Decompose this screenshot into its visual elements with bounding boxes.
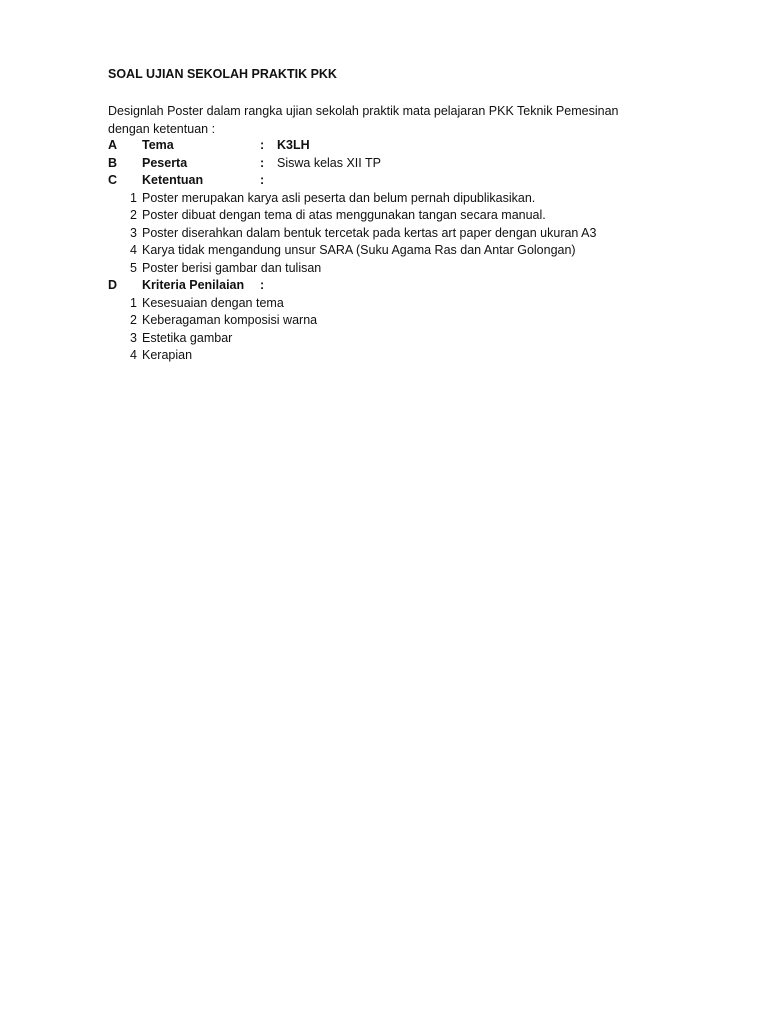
section-c-row — [0, 171, 768, 189]
item-text: Poster dibuat dengan tema di atas menggunakan tangan secara manual. — [142, 208, 546, 222]
ketentuan-item — [0, 189, 768, 207]
item-number: 3 — [130, 226, 137, 240]
item-text: Keberagaman komposisi warna — [142, 313, 318, 327]
item-text: Estetika gambar — [142, 331, 233, 345]
item-text: Karya tidak mengandung unsur SARA (Suku Agama Ras dan Antar Golongan) — [142, 243, 576, 257]
item-text: Poster berisi gambar dan tulisan — [142, 261, 322, 275]
section-d-row — [0, 276, 768, 294]
section-colon: : — [260, 156, 265, 170]
section-b-row — [0, 154, 768, 172]
section-label: Kriteria Penilaian — [142, 278, 245, 292]
kriteria-item — [0, 311, 768, 329]
section-letter: D — [108, 278, 118, 292]
section-letter: B — [108, 156, 118, 170]
section-value: K3LH — [277, 138, 310, 152]
item-number: 4 — [130, 348, 137, 362]
ketentuan-item — [0, 224, 768, 242]
item-number: 5 — [130, 261, 137, 275]
intro-line: dengan ketentuan : — [108, 122, 216, 136]
section-letter: A — [108, 138, 118, 152]
item-number: 1 — [130, 296, 137, 310]
kriteria-item — [0, 294, 768, 312]
document-title: SOAL UJIAN SEKOLAH PRAKTIK PKK — [108, 67, 337, 81]
ketentuan-item — [0, 259, 768, 277]
section-a-row — [0, 136, 768, 154]
section-label: Tema — [142, 138, 174, 152]
section-colon: : — [260, 173, 265, 187]
item-number: 2 — [130, 208, 137, 222]
section-label: Ketentuan — [142, 173, 204, 187]
item-number: 3 — [130, 331, 137, 345]
item-text: Kerapian — [142, 348, 193, 362]
item-text: Kesesuaian dengan tema — [142, 296, 284, 310]
kriteria-item — [0, 329, 768, 347]
section-colon: : — [260, 278, 265, 292]
ketentuan-item — [0, 241, 768, 259]
item-text: Poster diserahkan dalam bentuk tercetak pada kertas art paper dengan ukuran A3 — [142, 226, 597, 240]
kriteria-item — [0, 346, 768, 364]
item-number: 2 — [130, 313, 137, 327]
ketentuan-item — [0, 206, 768, 224]
item-number: 4 — [130, 243, 137, 257]
section-value: Siswa kelas XII TP — [277, 156, 381, 170]
item-text: Poster merupakan karya asli peserta dan belum pernah dipublikasikan. — [142, 191, 536, 205]
intro-paragraph — [108, 102, 668, 138]
item-number: 1 — [130, 191, 137, 205]
intro-line: Designlah Poster dalam rangka ujian sekolah praktik mata pelajaran PKK Teknik Pemesinan — [108, 104, 619, 118]
section-colon: : — [260, 138, 265, 152]
section-label: Peserta — [142, 156, 188, 170]
section-letter: C — [108, 173, 118, 187]
